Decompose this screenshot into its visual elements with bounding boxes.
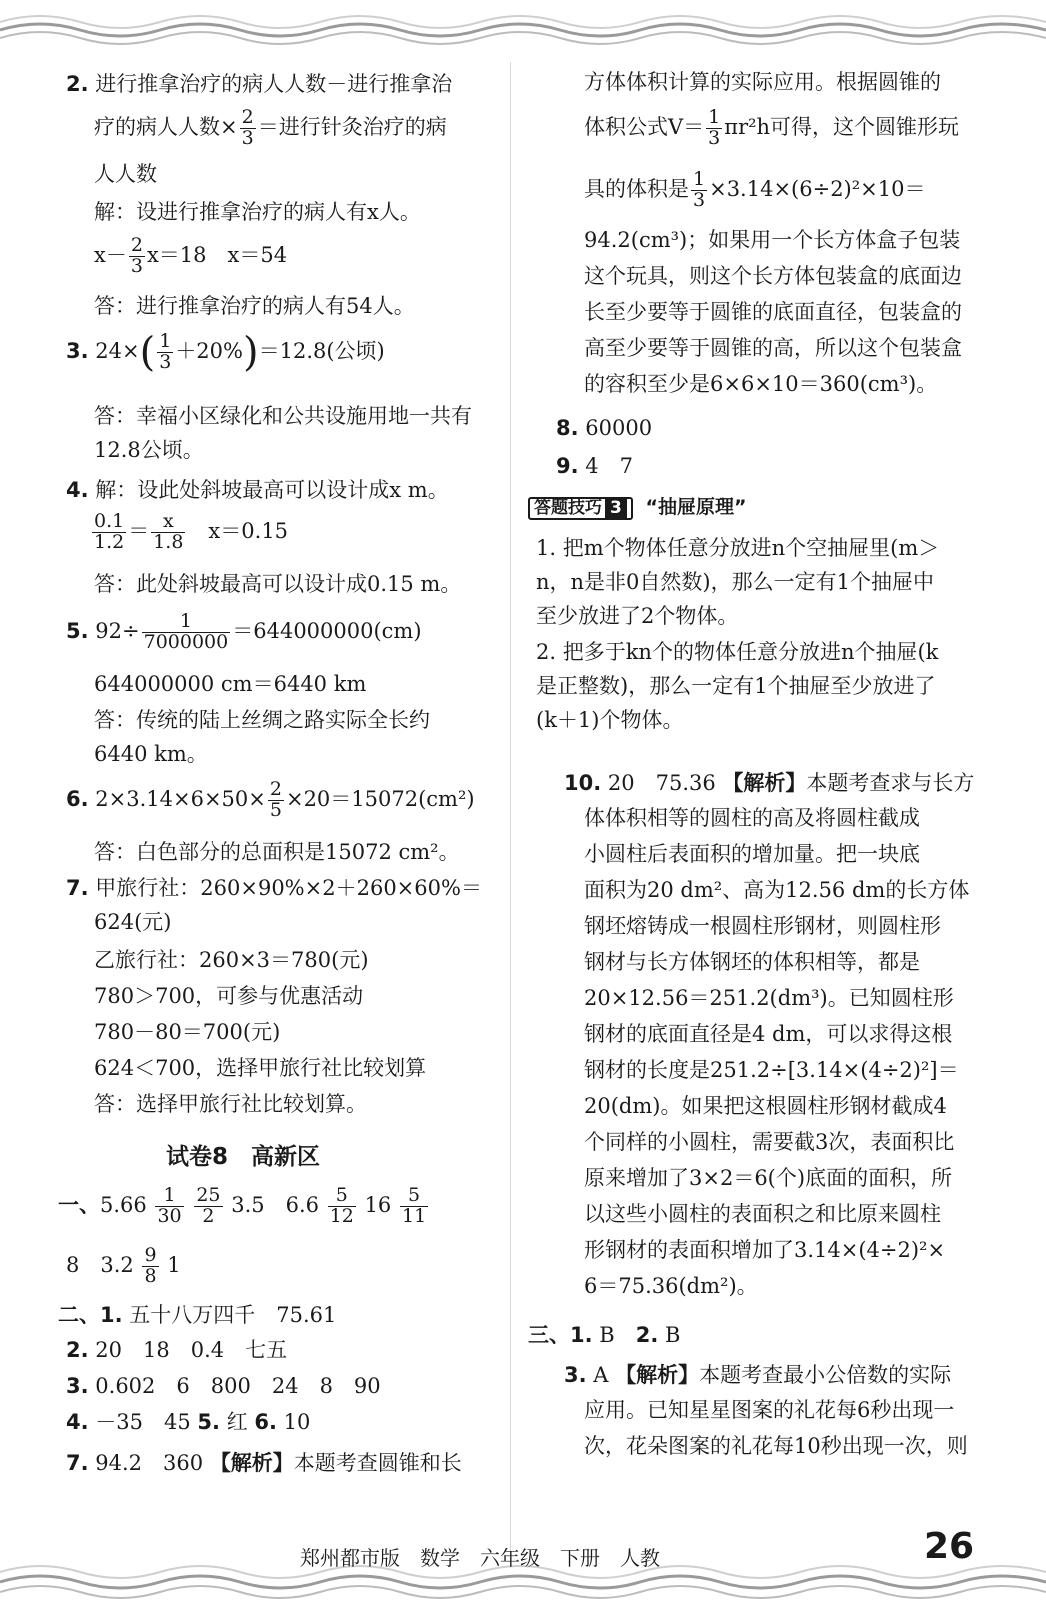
- tip-rule1-line1: 1. 把m个物体任意分放进n个空抽屉里(m＞: [536, 536, 940, 560]
- fraction: $\frac{1}{3}$: [693, 168, 706, 211]
- part2-a4-a6: 4. －35 45 5. 红 6. 10: [66, 1410, 311, 1434]
- q7-continued-7: 高至少要等于圆锥的高，所以这个包装盒: [584, 336, 962, 360]
- tip-header: 答题技巧 3 “抽屉原理”: [528, 496, 747, 520]
- fraction: $\frac{1}{30}$: [157, 1184, 182, 1227]
- q4-equation: $\frac{0.1}{1.2}$ ＝ $\frac{x}{1.8}$ x＝0.15: [94, 510, 289, 553]
- fraction: $\frac{2}{3}$: [241, 106, 254, 149]
- q7-continued-6: 长至少要等于圆锥的底面直径，包装盒的: [584, 300, 962, 324]
- part2-a3: 3. 0.602 6 800 24 8 90: [66, 1374, 381, 1398]
- q10-line5: 钢坯熔铸成一根圆柱形钢材，则圆柱形: [584, 914, 941, 938]
- q10-line14: 形钢材的表面积增加了3.14×(4÷2)²×: [584, 1238, 946, 1262]
- fraction: $\frac{1}{3}$: [159, 330, 172, 373]
- q10-line3: 小圆柱后表面积的增加量。把一块底: [584, 842, 920, 866]
- q5-line2: 644000000 cm＝6440 km: [94, 672, 367, 696]
- tip-rule2-line1: 2. 把多于kn个的物体任意分放进n个抽屉(k: [536, 640, 939, 664]
- fraction: $\frac{2}{5}$: [269, 778, 282, 821]
- answer-9: 9. 4 7: [556, 454, 634, 478]
- q10-line1: 10. 20 75.36 【解析】本题考查求与长方: [564, 770, 975, 795]
- q10-line9: 钢材的长度是251.2÷[3.14×(4÷2)²]＝: [584, 1058, 959, 1082]
- q7-line2: 624(元): [94, 910, 172, 934]
- fraction: $\frac{1}{7000000}$: [143, 610, 229, 653]
- q10-line6: 钢材与长方体钢坯的体积相等，都是: [584, 950, 920, 974]
- part2-a2: 2. 20 18 0.4 七五: [66, 1338, 288, 1362]
- q3-answer-2: 12.8公顷。: [94, 438, 204, 462]
- part3-a3-line1: 3. A 【解析】本题考查最小公倍数的实际: [564, 1362, 952, 1387]
- q10-line10: 20(dm)。如果把这根圆柱形钢材截成4: [584, 1094, 947, 1118]
- part3-a3-line2: 应用。已知星星图案的礼花每6秒出现一: [584, 1398, 955, 1422]
- q7-continued-3: 具的体积是 $\frac{1}{3}$ ×3.14×(6÷2)²×10＝: [584, 168, 926, 211]
- fraction: $\frac{25}{2}$: [196, 1184, 221, 1227]
- q7-continued-2: 体积公式V＝ $\frac{1}{3}$ πr²h可得，这个圆锥形玩: [584, 106, 960, 149]
- q2-line1: 2. 进行推拿治疗的病人人数－进行推拿治: [66, 72, 453, 96]
- q5-expression: 5. 92÷ $\frac{1}{7000000}$ ＝644000000(cm): [66, 610, 422, 653]
- q10-line13: 以这些小圆柱的表面积之和比原来圆柱: [584, 1202, 941, 1226]
- exam-8-title: 试卷8 高新区: [166, 1144, 321, 1170]
- fraction: $\frac{5}{11}$: [401, 1184, 427, 1227]
- fraction: $\frac{1}{3}$: [708, 106, 721, 149]
- q7-continued-1: 方体体积计算的实际应用。根据圆锥的: [584, 70, 941, 94]
- q2-solution: 解：设进行推拿治疗的病人有x人。: [94, 200, 421, 224]
- tip-tag: 答题技巧 3: [528, 497, 633, 520]
- q10-line2: 体体积相等的圆柱的高及将圆柱截成: [584, 806, 920, 830]
- q7-line4: 780＞700，可参与优惠活动: [94, 984, 364, 1008]
- q10-line8: 钢材的底面直径是4 dm，可以求得这根: [584, 1022, 953, 1046]
- q5-answer-1: 答：传统的陆上丝绸之路实际全长约: [94, 708, 430, 732]
- part1-row1: 一、5.66 $\frac{1}{30}$ $\frac{25}{2}$ 3.5 6.6 $\frac{5}{12}$ 16 $\frac{5}{11}$: [58, 1184, 427, 1227]
- q2-line3: 人人数: [94, 162, 157, 186]
- page-number: 26: [924, 1526, 975, 1567]
- part3-a3-line3: 次，花朵图案的礼花每10秒出现一次，则: [584, 1434, 968, 1458]
- q7-continued-8: 的容积至少是6×6×10＝360(cm³)。: [584, 372, 938, 396]
- q10-line11: 个同样的小圆柱，需要截3次，表面积比: [584, 1130, 955, 1154]
- q10-line12: 原来增加了3×2＝6(个)底面的面积，所: [584, 1166, 953, 1190]
- q3-answer-1: 答：幸福小区绿化和公共设施用地一共有: [94, 404, 472, 428]
- q7-line5: 780－80＝700(元): [94, 1020, 281, 1044]
- fraction: $\frac{5}{12}$: [329, 1184, 354, 1227]
- q10-line4: 面积为20 dm²、高为12.56 dm的长方体: [584, 878, 970, 902]
- q10-line15: 6＝75.36(dm²)。: [584, 1274, 758, 1298]
- q5-answer-2: 6440 km。: [94, 742, 208, 766]
- column-divider: [510, 62, 511, 1552]
- tip-rule2-line2: 是正整数)，那么一定有1个抽屉至少放进了: [536, 674, 936, 698]
- fraction: $\frac{0.1}{1.2}$: [94, 510, 125, 553]
- top-wave-border: [0, 0, 1046, 50]
- q2-line2: 疗的病人人数× $\frac{2}{3}$ ＝进行针灸治疗的病: [94, 106, 447, 149]
- part1-row2: 8 3.2 $\frac{9}{8}$ 1: [66, 1244, 181, 1287]
- q6-answer: 答：白色部分的总面积是15072 cm²。: [94, 840, 460, 864]
- q7-continued-4: 94.2(cm³)；如果用一个长方体盒子包装: [584, 228, 961, 252]
- q7-line3: 乙旅行社：260×3＝780(元): [94, 948, 369, 972]
- tip-rule2-line3: (k＋1)个物体。: [536, 708, 684, 732]
- q4-answer: 答：此处斜坡最高可以设计成0.15 m。: [94, 572, 462, 596]
- fraction: $\frac{x}{1.8}$: [153, 510, 184, 553]
- part2-a1: 二、1. 五十八万四千 75.61: [58, 1302, 337, 1327]
- footer-text: 郑州都市版 数学 六年级 下册 人教: [300, 1546, 660, 1570]
- q3-expression: 3. 24×( $\frac{1}{3}$ ＋20%)＝12.8(公顷): [66, 329, 385, 376]
- q7-line6: 624＜700，选择甲旅行社比较划算: [94, 1056, 427, 1080]
- tip-rule1-line2: n，n是非0自然数)，那么一定有1个抽屉中: [536, 570, 934, 594]
- answer-8: 8. 60000: [556, 416, 653, 440]
- fraction: $\frac{9}{8}$: [144, 1244, 157, 1287]
- fraction: $\frac{2}{3}$: [130, 234, 143, 277]
- q7-line1: 7. 甲旅行社：260×90%×2＋260×60%＝: [66, 876, 482, 900]
- q10-line7: 20×12.56＝251.2(dm³)。已知圆柱形: [584, 986, 954, 1010]
- q2-answer: 答：进行推拿治疗的病人有54人。: [94, 294, 415, 318]
- q7-continued-5: 这个玩具，则这个长方体包装盒的底面边: [584, 264, 962, 288]
- tip-rule1-line3: 至少放进了2个物体。: [536, 604, 739, 628]
- part2-a7: 7. 94.2 360 【解析】本题考查圆锥和长: [66, 1450, 462, 1475]
- q2-number: 2.: [66, 72, 89, 96]
- q2-equation: x－ $\frac{2}{3}$ x＝18 x＝54: [94, 234, 288, 277]
- q7-answer: 答：选择甲旅行社比较划算。: [94, 1092, 367, 1116]
- q4-line1: 4. 解：设此处斜坡最高可以设计成x m。: [66, 478, 449, 502]
- part3-a1-a2: 三、1. B 2. B: [528, 1322, 681, 1347]
- q6-expression: 6. 2×3.14×6×50× $\frac{2}{5}$ ×20＝15072(cm²): [66, 778, 475, 821]
